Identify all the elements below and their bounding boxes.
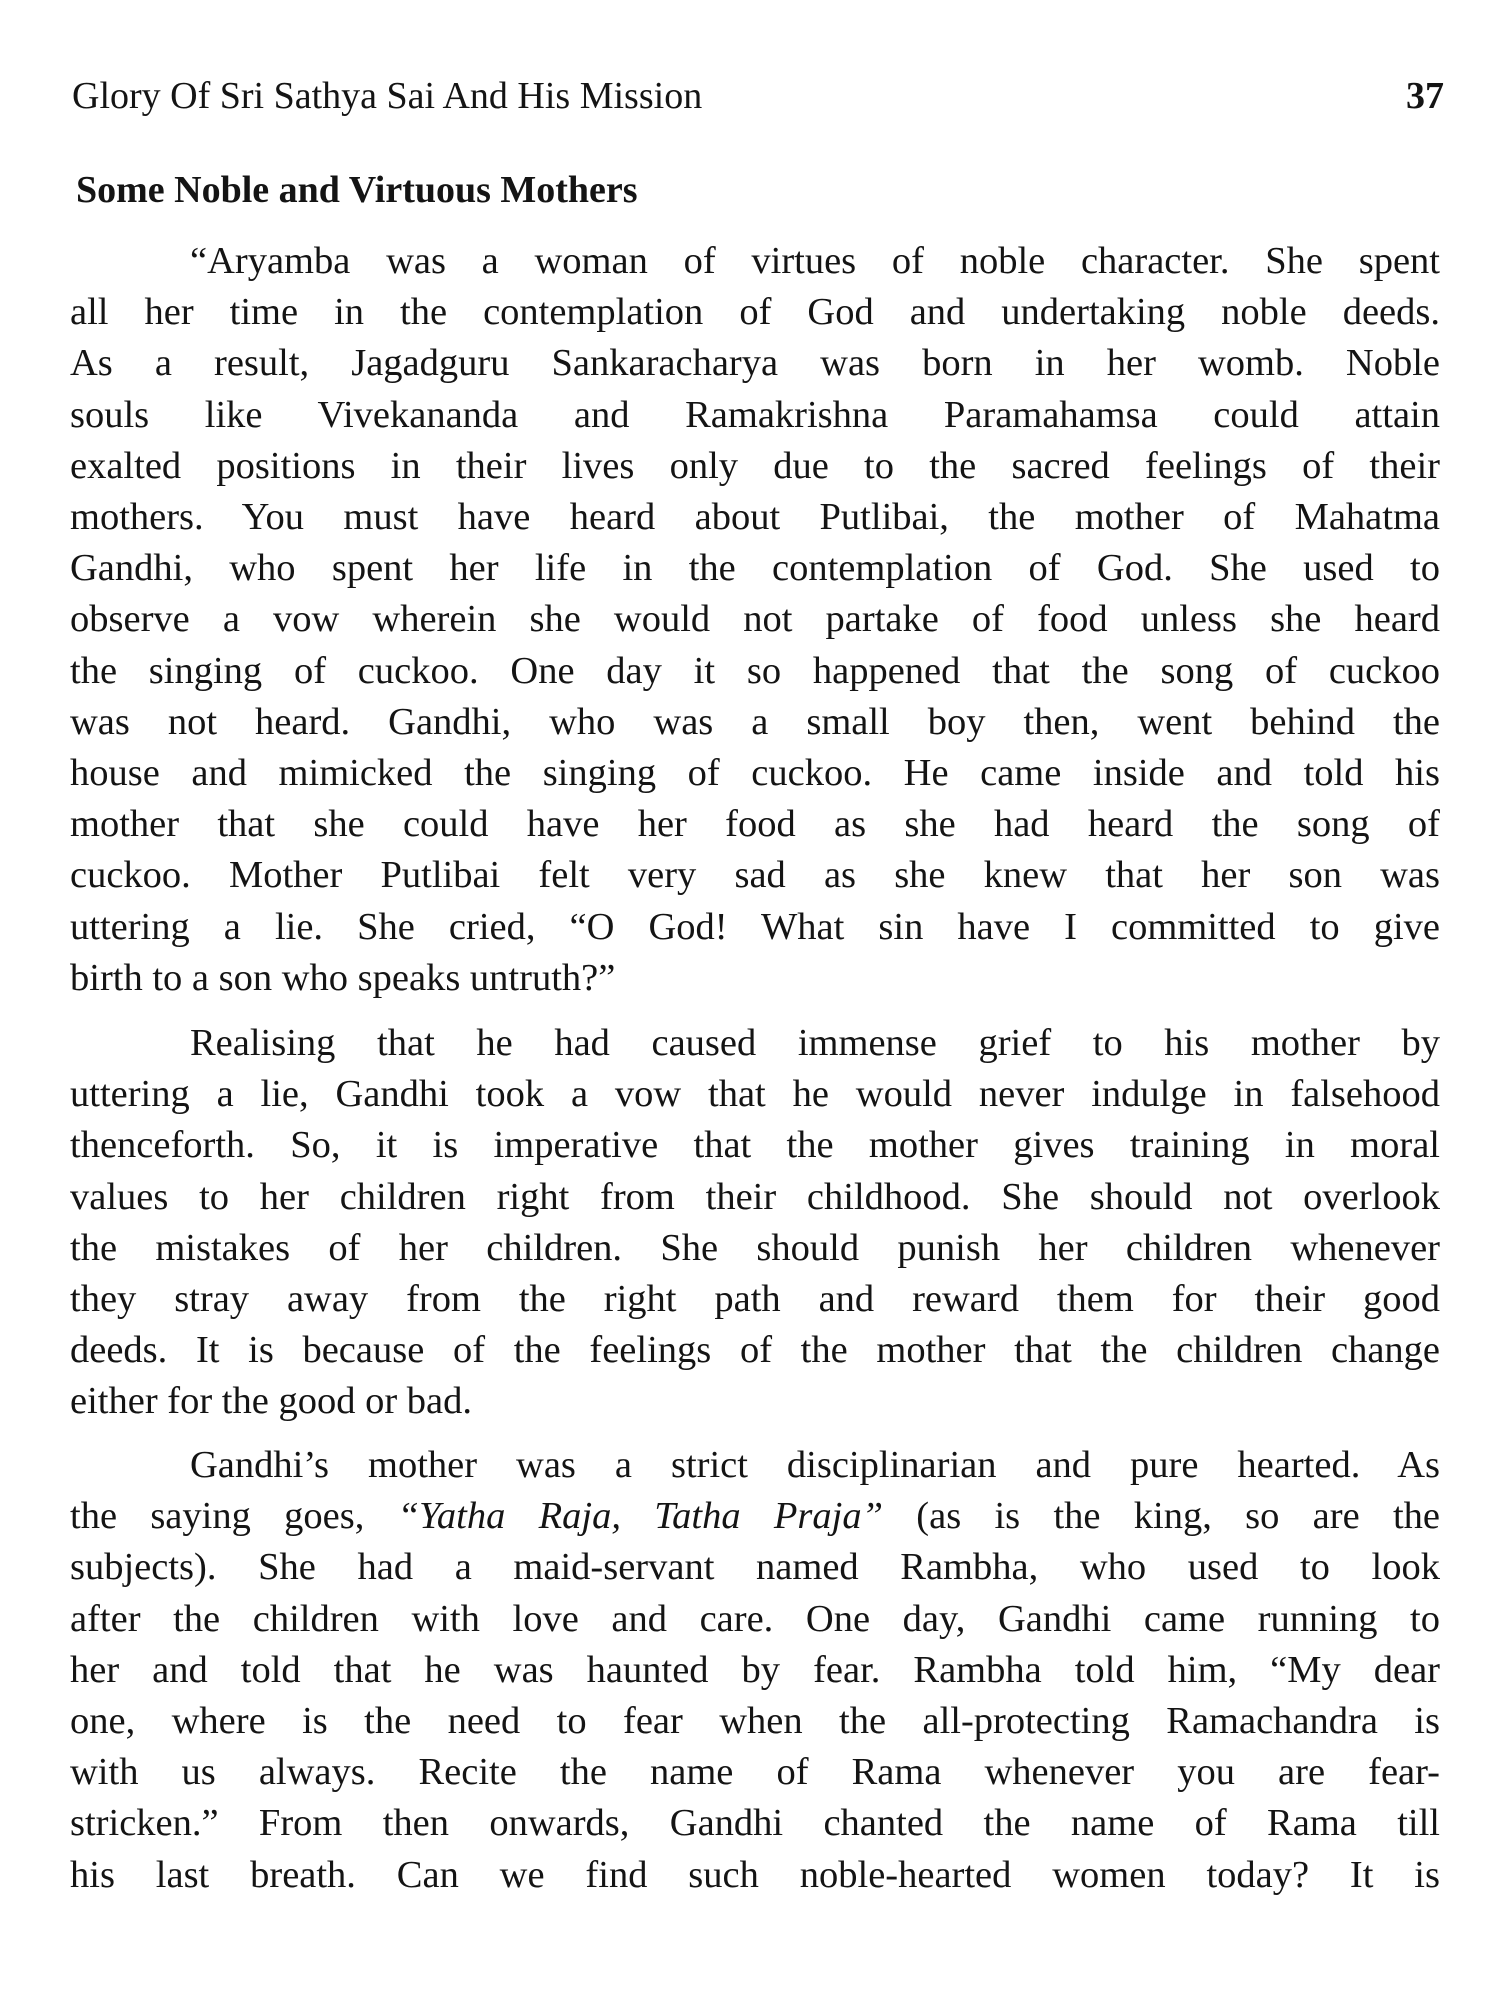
text-line: mothers. You must have heard about Putlibai, the mother of Mahatma — [70, 496, 1440, 539]
text-line: they stray away from the right path and reward them for their good — [70, 1278, 1440, 1321]
text-line: uttering a lie, Gandhi took a vow that he would never indulge in falsehood — [70, 1073, 1440, 1116]
text-line: cuckoo. Mother Putlibai felt very sad as she knew that her son was — [70, 854, 1440, 897]
text-line: with us always. Recite the name of Rama whenever you are fear- — [70, 1751, 1440, 1794]
page-number: 37 — [1406, 75, 1444, 117]
text-line-with-quote — [70, 1491, 1440, 1542]
text-line: Gandhi’s mother was a strict disciplinarian and pure hearted. As — [190, 1444, 1440, 1486]
paragraph-1 — [70, 236, 1440, 1004]
text-line: deeds. It is because of the feelings of the mother that the children change — [70, 1329, 1440, 1372]
text-line: either for the good or bad. — [70, 1380, 472, 1423]
text-line: her and told that he was haunted by fear. Rambha told him, “My dear — [70, 1648, 1440, 1691]
text-line: all her time in the contemplation of God and undertaking noble deeds. — [70, 291, 1440, 334]
text-segment: the saying goes, — [70, 1495, 398, 1538]
italic-quote: “Yatha Raja, Tatha Praja” — [397, 1495, 884, 1538]
text-line: “Aryamba was a woman of virtues of noble character. She spent — [190, 240, 1440, 282]
paragraph-2 — [70, 1018, 1440, 1428]
text-line: Realising that he had caused immense grief to his mother by — [190, 1022, 1440, 1064]
text-line: subjects). She had a maid-servant named Rambha, who used to look — [70, 1546, 1440, 1589]
paragraph-3 — [70, 1440, 1440, 1901]
text-line: souls like Vivekananda and Ramakrishna Paramahamsa could attain — [70, 393, 1440, 436]
text-line: observe a vow wherein she would not partake of food unless she heard — [70, 598, 1440, 641]
text-line: As a result, Jagadguru Sankaracharya was born in her womb. Noble — [70, 342, 1440, 385]
text-line: house and mimicked the singing of cuckoo. He came inside and told his — [70, 752, 1440, 795]
text-segment: (as is the king, so are the — [883, 1495, 1440, 1538]
text-line: stricken.” From then onwards, Gandhi chanted the name of Rama till — [70, 1802, 1440, 1845]
text-line: birth to a son who speaks untruth?” — [70, 956, 616, 999]
text-line: thenceforth. So, it is imperative that the mother gives training in moral — [70, 1124, 1440, 1167]
section-heading: Some Noble and Virtuous Mothers — [76, 169, 638, 211]
text-line: after the children with love and care. One day, Gandhi came running to — [70, 1597, 1440, 1640]
text-line: exalted positions in their lives only due to the sacred feelings of their — [70, 444, 1440, 487]
text-line: his last breath. Can we find such noble-hearted women today? It is — [70, 1853, 1440, 1896]
text-line: the singing of cuckoo. One day it so happened that the song of cuckoo — [70, 649, 1440, 692]
running-header — [72, 74, 1444, 124]
text-line: the mistakes of her children. She should punish her children whenever — [70, 1226, 1440, 1269]
text-line: values to her children right from their childhood. She should not overlook — [70, 1175, 1440, 1218]
book-title: Glory Of Sri Sathya Sai And His Mission — [72, 75, 703, 117]
text-line: Gandhi, who spent her life in the contemplation of God. She used to — [70, 547, 1440, 590]
text-line: uttering a lie. She cried, “O God! What sin have I committed to give — [70, 905, 1440, 948]
text-line: one, where is the need to fear when the all-protecting Ramachandra is — [70, 1700, 1440, 1743]
text-line: was not heard. Gandhi, who was a small boy then, went behind the — [70, 700, 1440, 743]
text-line: mother that she could have her food as she had heard the song of — [70, 803, 1440, 846]
